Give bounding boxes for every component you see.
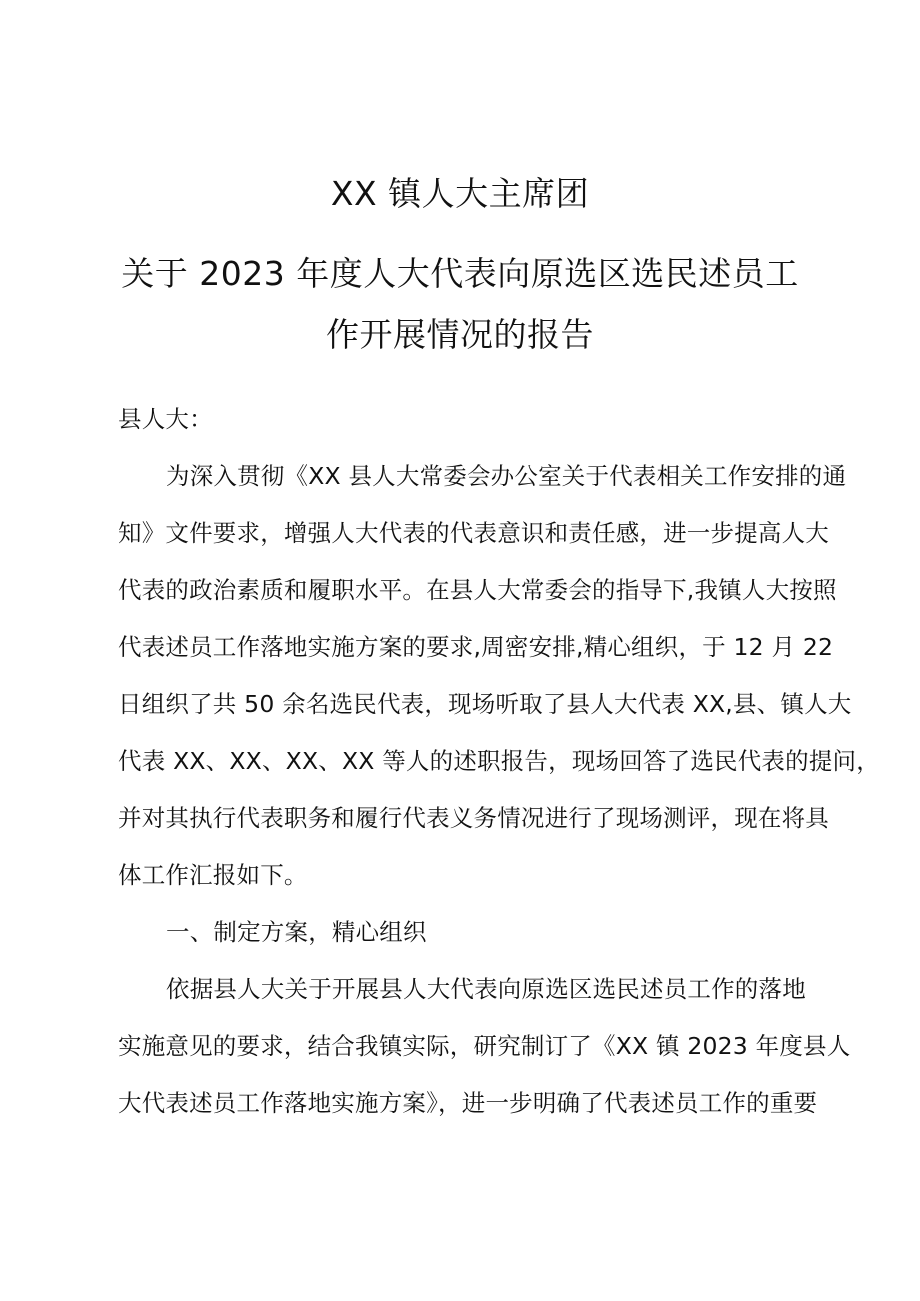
document-title-line-2: 关于 2023 年度人大代表向原选区选民述员工 <box>121 254 799 293</box>
paragraph1-line: 代表述员工作落地实施方案的要求,周密安排,精心组织，于 12 月 22 <box>118 633 834 661</box>
paragraph1-line: 体工作汇报如下。 <box>118 861 308 889</box>
paragraph2-line: 大代表述员工作落地实施方案》，进一步明确了代表述员工作的重要 <box>118 1089 818 1117</box>
paragraph1-line: 代表的政治素质和履职水平。在县人大常委会的指导下,我镇人大按照 <box>118 576 837 604</box>
paragraph1-line: 并对其执行代表职务和履行代表义务情况进行了现场测评，现在将具 <box>118 804 829 832</box>
paragraph2-line: 实施意见的要求，结合我镇实际，研究制订了《XX 镇 2023 年度县人 <box>118 1032 851 1060</box>
paragraph2-line: 依据县人大关于开展县人大代表向原选区选民述员工作的落地 <box>166 975 806 1003</box>
salutation: 县人大： <box>118 405 213 433</box>
paragraph1-line: 代表 XX、XX、XX、XX 等人的述职报告，现场回答了选民代表的提问， <box>118 747 880 775</box>
paragraph1-line: 日组织了共 50 余名选民代表，现场听取了县人大代表 XX,县、镇人大 <box>118 690 852 718</box>
document-title-line-3: 作开展情况的报告 <box>326 315 594 354</box>
paragraph1-line: 知》文件要求，增强人大代表的代表意识和责任感，进一步提高人大 <box>118 519 829 547</box>
paragraph1-line: 为深入贯彻《XX 县人大常委会办公室关于代表相关工作安排的通 <box>166 462 847 490</box>
document-title-line-1: XX 镇人大主席团 <box>330 174 590 213</box>
section-heading-1: 一、制定方案，精心组织 <box>166 918 427 946</box>
